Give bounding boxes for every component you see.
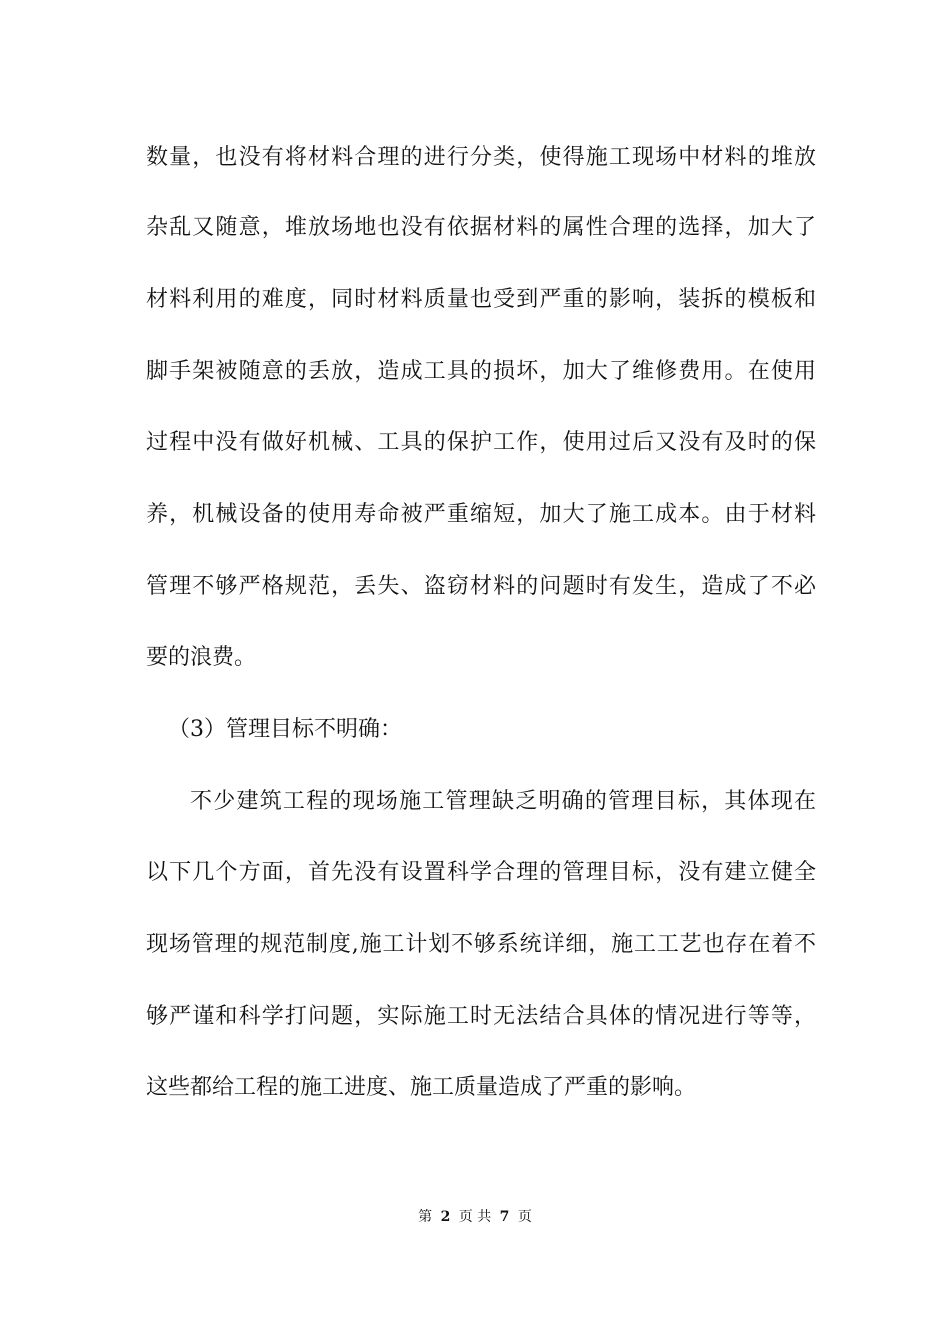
paragraph-1-line-1: 数量，也没有将材料合理的进行分类，使得施工现场中材料的堆放	[146, 145, 816, 170]
paragraph-2-line-3: 现场管理的规范制度,施工计划不够系统详细，施工工艺也存在着不	[146, 932, 816, 957]
page-footer	[0, 1207, 950, 1227]
footer-prefix: 第	[418, 1209, 433, 1225]
paragraph-2-line-5: 这些都给工程的施工进度、施工质量造成了严重的影响。	[146, 1075, 697, 1100]
paragraph-1-line-6: 养，机械设备的使用寿命被严重缩短，加大了施工成本。由于材料	[146, 502, 816, 527]
paragraph-1-line-8: 要的浪费。	[146, 645, 257, 670]
paragraph-1-line-3: 材料利用的难度，同时材料质量也受到严重的影响，装拆的模板和	[146, 287, 816, 312]
footer-suffix: 页	[517, 1209, 532, 1225]
paragraph-1-line-5: 过程中没有做好机械、工具的保护工作，使用过后又没有及时的保	[146, 430, 816, 455]
paragraph-2-line-1: 不少建筑工程的现场施工管理缺乏明确的管理目标，其体现在	[190, 789, 816, 814]
paragraph-2-line-4: 够严谨和科学打问题，实际施工时无法结合具体的情况进行等等，	[146, 1004, 816, 1029]
paragraph-2-line-2: 以下几个方面，首先没有设置科学合理的管理目标，没有建立健全	[146, 860, 816, 885]
paragraph-1-line-7: 管理不够严格规范，丢失、盗窃材料的问题时有发生，造成了不必	[146, 574, 816, 599]
current-page-number: 2	[440, 1209, 451, 1225]
section-heading-3: （3）管理目标不明确：	[168, 717, 402, 742]
paragraph-1-line-2: 杂乱又随意，堆放场地也没有依据材料的属性合理的选择，加大了	[146, 215, 816, 240]
paragraph-1-line-4: 脚手架被随意的丢放，造成工具的损坏，加大了维修费用。在使用	[146, 359, 816, 384]
total-pages-number: 7	[499, 1209, 510, 1225]
footer-middle: 页 共	[458, 1209, 492, 1225]
